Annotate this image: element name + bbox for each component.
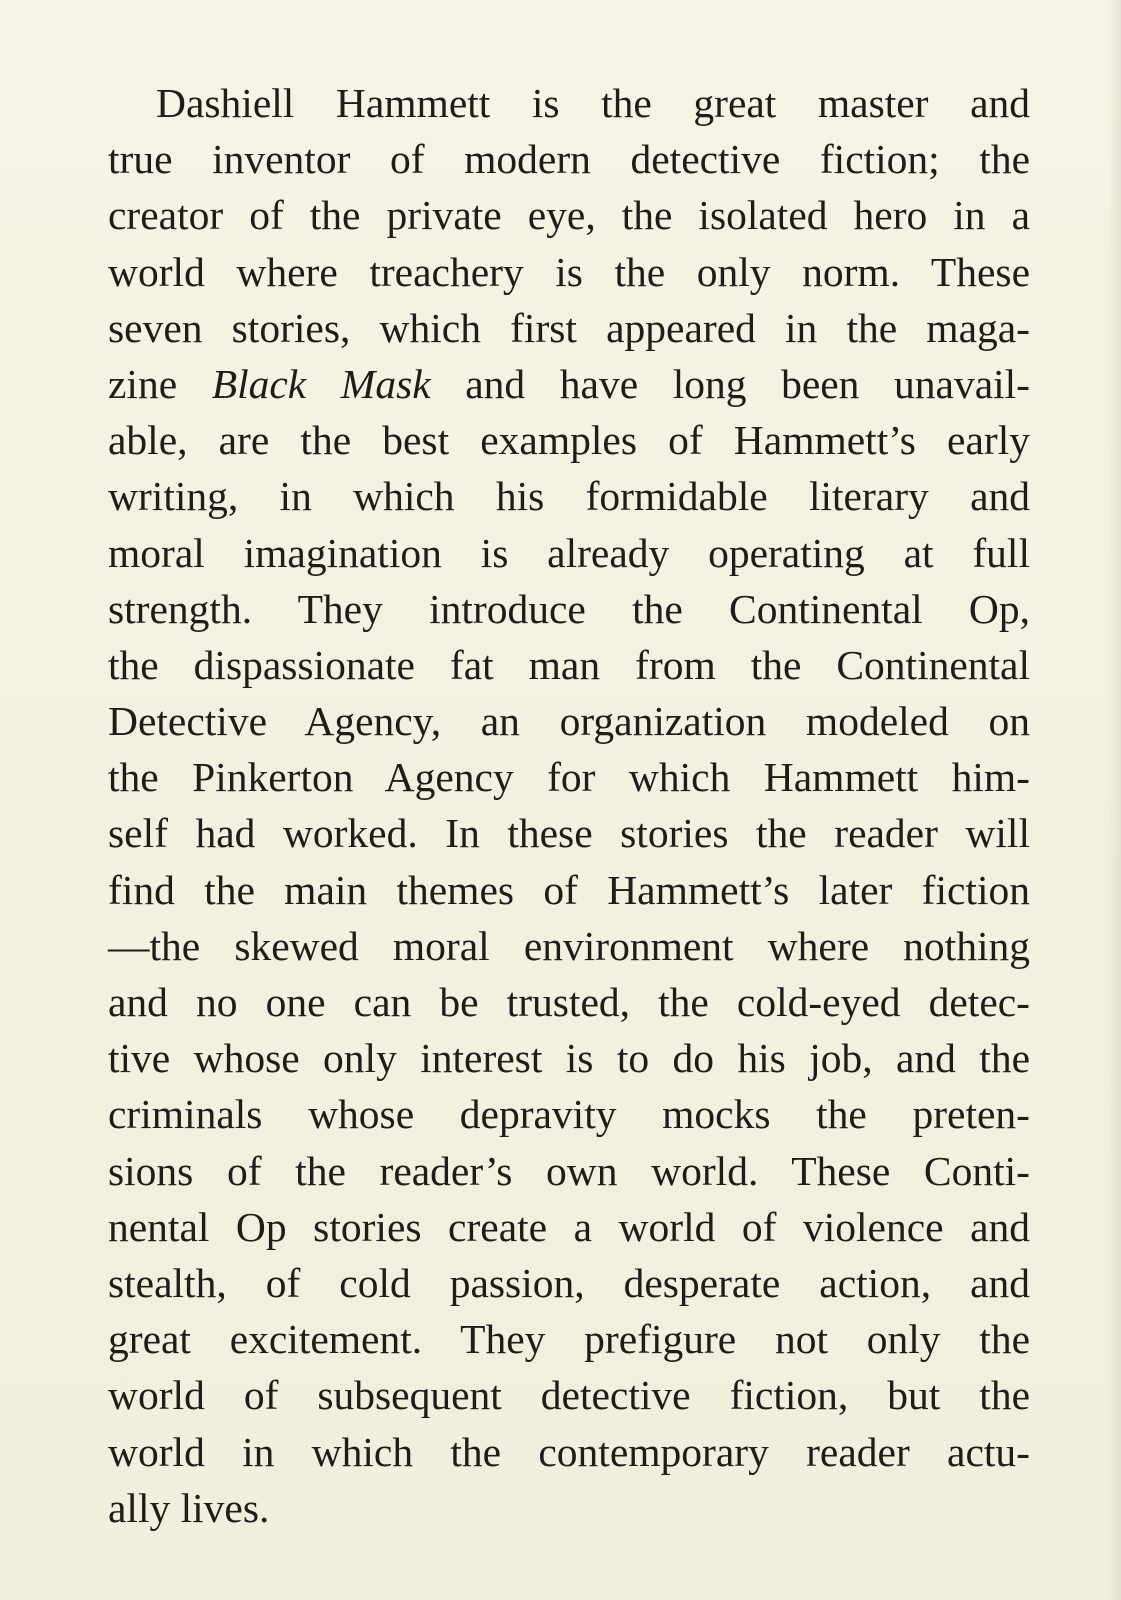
- text-line: true inventor of modern detective fiction; the: [108, 136, 1030, 183]
- text-line: great excitement. They prefigure not only the: [108, 1316, 1030, 1363]
- text-line: nental Op stories create a world of violence and: [108, 1203, 1030, 1250]
- text-line-magazine: [108, 356, 1030, 412]
- text-line-tail: and have long been unavail-: [465, 360, 1030, 407]
- text-line-lead: zine: [108, 360, 178, 407]
- magazine-title: Black Mask: [211, 360, 431, 407]
- text-line: stealth, of cold passion, desperate action, and: [108, 1259, 1030, 1306]
- text-line: tive whose only interest is to do his job, and the: [108, 1035, 1030, 1082]
- text-line: world where treachery is the only norm. These: [108, 248, 1030, 295]
- text-line: world of subsequent detective fiction, but the: [108, 1372, 1030, 1419]
- text-line: find the main themes of Hammett’s later fiction: [108, 866, 1030, 913]
- text-line: moral imagination is already operating at full: [108, 529, 1030, 576]
- text-line: strength. They introduce the Continental Op,: [108, 585, 1030, 632]
- blurb-paragraph: [108, 75, 1030, 1536]
- text-line: ally lives.: [108, 1484, 270, 1531]
- text-line: criminals whose depravity mocks the preten-: [108, 1091, 1030, 1138]
- text-line: creator of the private eye, the isolated hero in a: [108, 192, 1030, 239]
- text-line: and no one can be trusted, the cold-eyed detec-: [108, 979, 1030, 1025]
- page-edge-shadow: [1107, 0, 1121, 1600]
- text-line: sions of the reader’s own world. These Conti-: [108, 1147, 1030, 1194]
- text-line: self had worked. In these stories the reader will: [108, 810, 1030, 857]
- text-line: Dashiell Hammett is the great master and: [156, 80, 1030, 126]
- text-line: world in which the contemporary reader actu-: [108, 1428, 1030, 1475]
- text-line: —the skewed moral environment where nothing: [108, 922, 1030, 969]
- text-line: the Pinkerton Agency for which Hammett him-: [108, 754, 1030, 801]
- text-line: Detective Agency, an organization modeled on: [108, 698, 1030, 745]
- text-line: able, are the best examples of Hammett’s early: [108, 417, 1030, 464]
- text-line: the dispassionate fat man from the Continental: [108, 641, 1030, 688]
- text-line: seven stories, which first appeared in the maga-: [108, 304, 1030, 351]
- text-line: writing, in which his formidable literary and: [108, 473, 1030, 520]
